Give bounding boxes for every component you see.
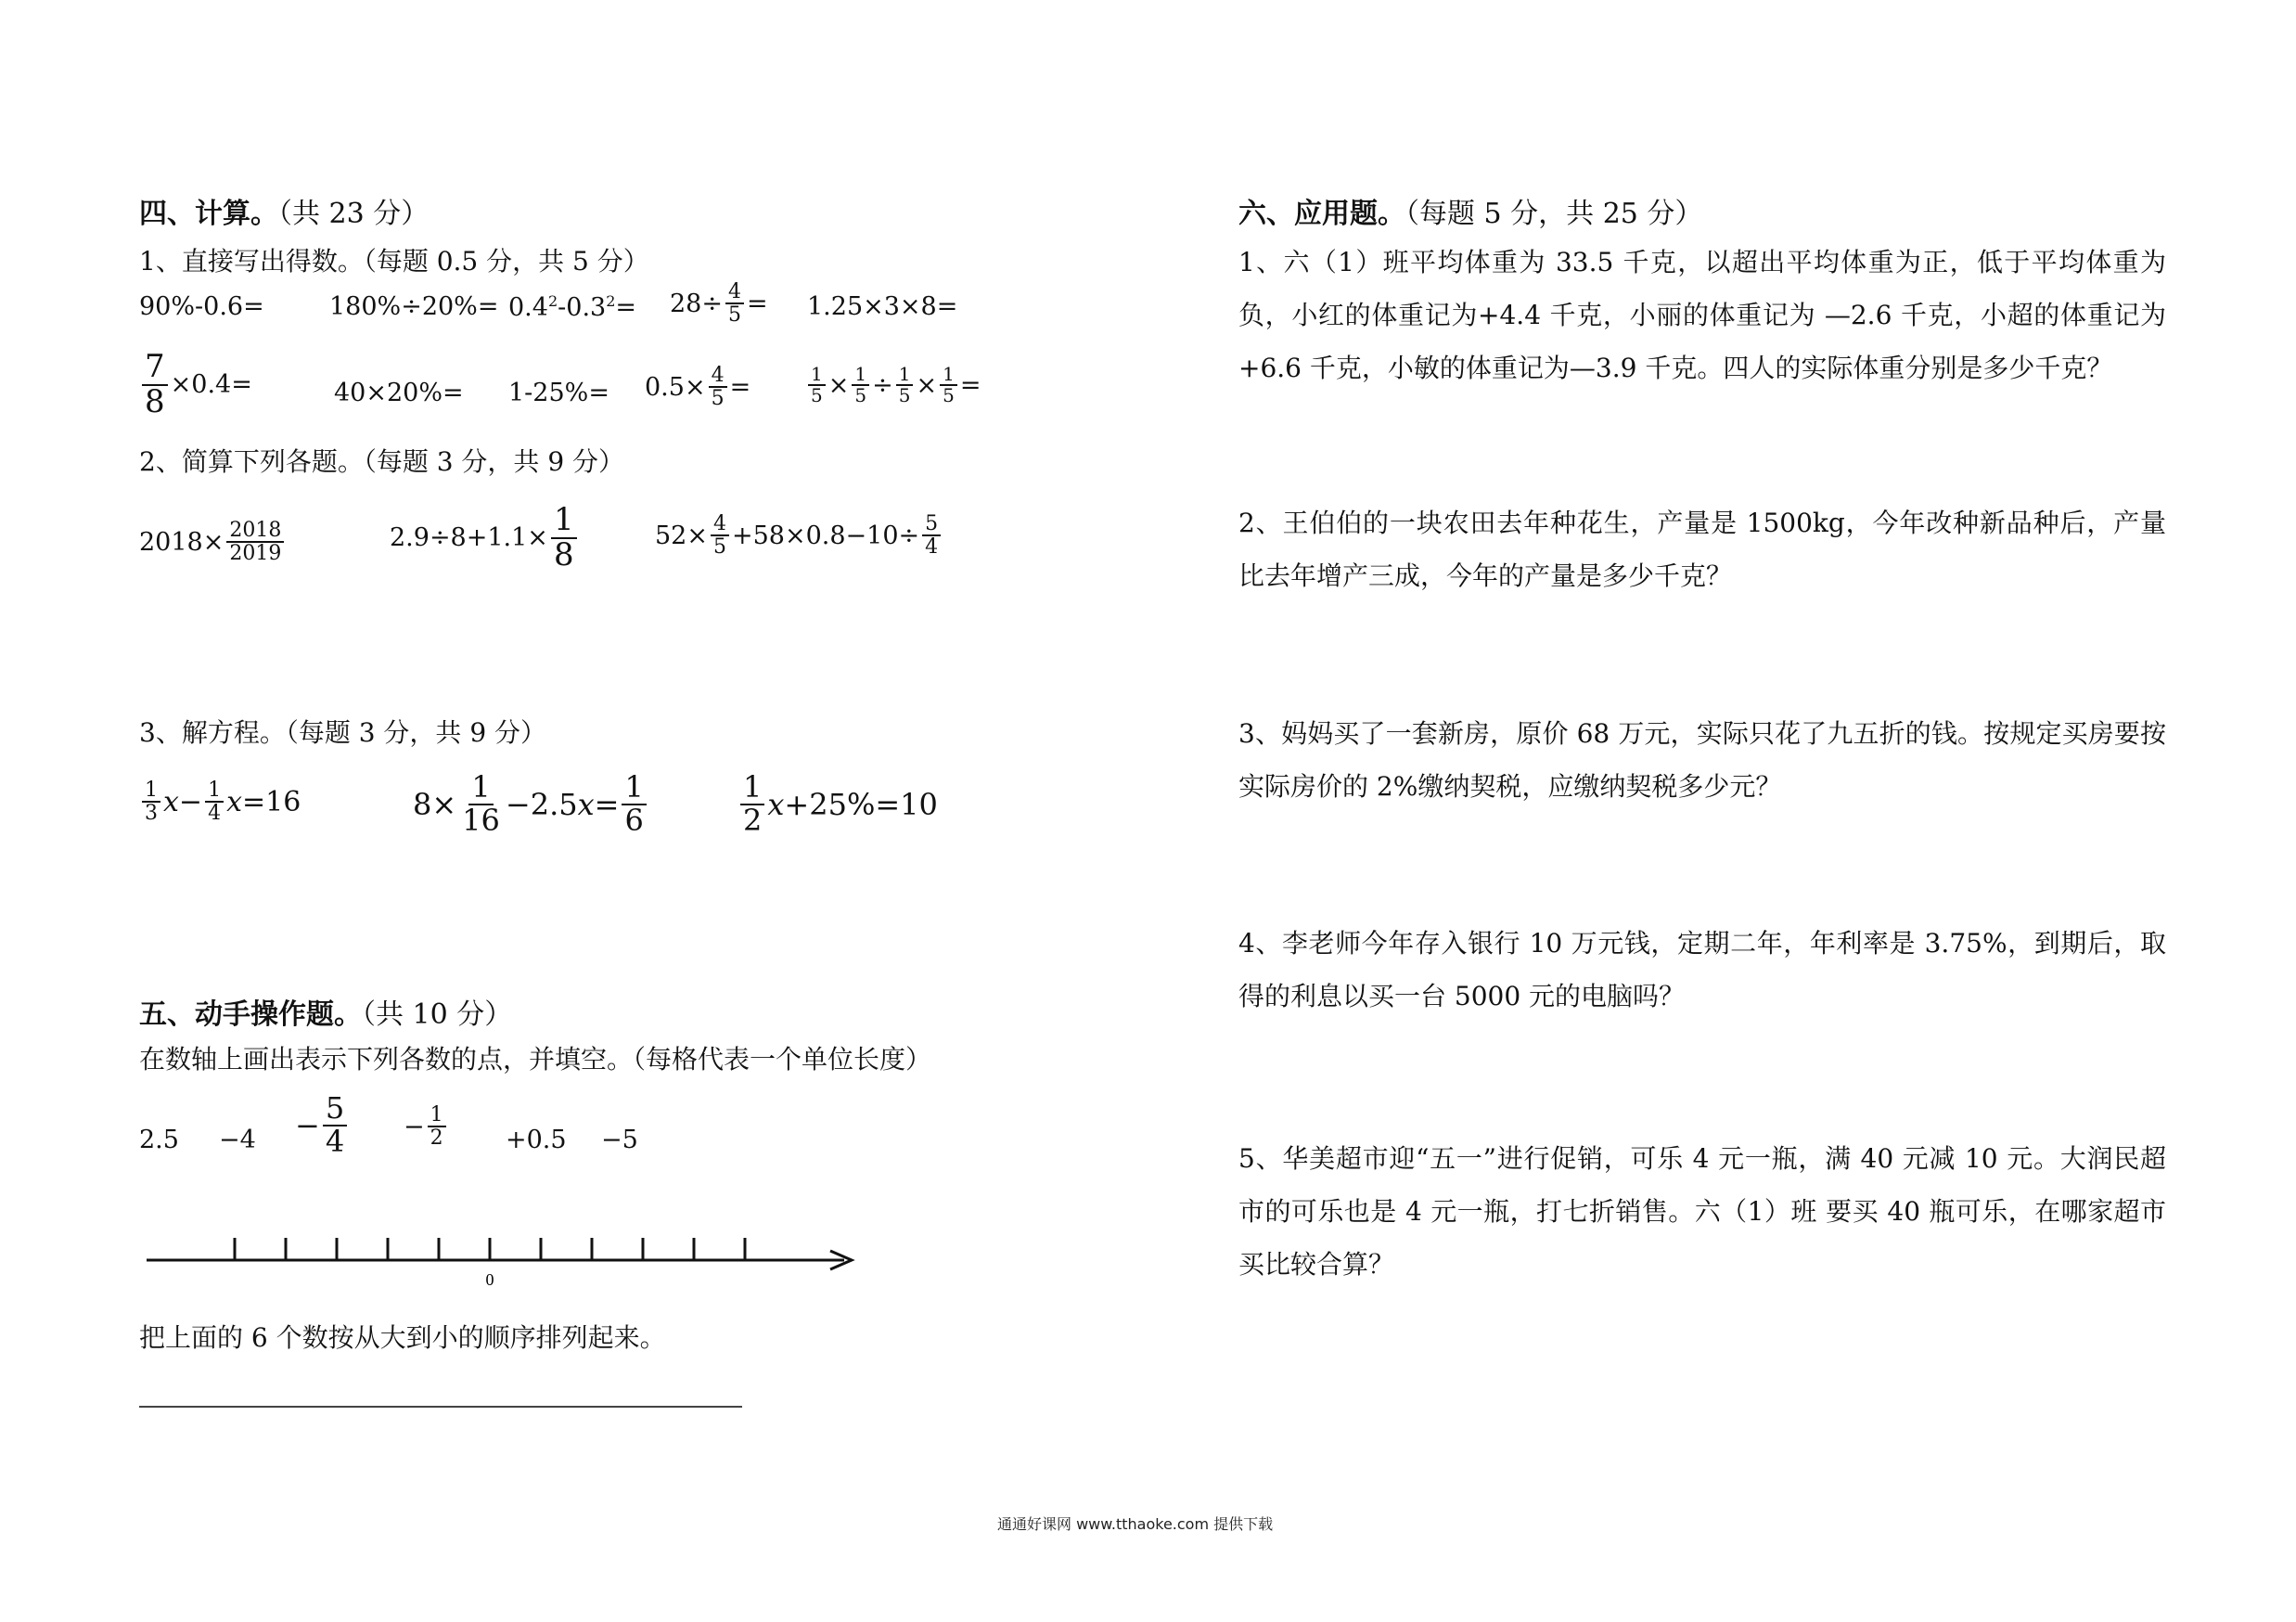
q3-title: 3、解方程。（每题 3 分，共 9 分） [139, 717, 547, 748]
q1-r2-a-post: ×0.4= [170, 370, 252, 400]
q1-r1-c-pre: 0.4 [508, 293, 548, 322]
q1-r1-b: 180%÷20%= [329, 292, 499, 321]
denominator: 5 [711, 387, 725, 411]
denominator: 5 [898, 384, 911, 406]
section5-title: 五、动手操作题。 [139, 998, 362, 1031]
denominator: 5 [811, 384, 823, 406]
numerator: 2018 [226, 520, 284, 543]
number-neg-1-2 [404, 1104, 449, 1149]
q2-e3-mid: +58×0.8−10÷ [731, 521, 920, 550]
problem-2: 2、王伯伯的一块农田去年种花生，产量是 1500kg，今年改种新品种后，产量比去年增产三成，今年的产量是多少千克？ [1238, 508, 2166, 591]
numerator: 4 [725, 281, 744, 304]
q2-expr1 [139, 520, 287, 564]
q3-e3-fraction [740, 769, 764, 838]
section5-instruction: 在数轴上画出表示下列各数的点，并填空。（每格代表一个单位长度） [139, 1044, 932, 1075]
problem-5: 5、华美超市迎“五一”进行促销，可乐 4 元一瓶，满 40 元减 10 元。大润民超市的可乐也是 4 元一瓶，打七折销售。六（1）班 要买 40 瓶可乐，在哪家超市买比较合算？ [1238, 1143, 2166, 1280]
fraction-1-2 [428, 1104, 446, 1149]
number-neg-4: −4 [219, 1126, 256, 1154]
numerator: 1 [142, 779, 160, 803]
denominator: 2 [743, 802, 763, 838]
q3-e1-x2: x [226, 785, 242, 818]
q2-e3-fraction2 [922, 513, 941, 558]
q3-equation3 [738, 769, 938, 838]
number-pos-0-5: +0.5 [506, 1126, 567, 1154]
q1-r1-a: 90%-0.6= [139, 292, 264, 321]
q2-expr2 [390, 501, 580, 573]
q3-e2-pre: 8× [413, 786, 457, 822]
denominator: 4 [208, 802, 222, 826]
numerator: 5 [922, 513, 941, 536]
q1-r2-d-pre: 0.5× [645, 372, 706, 402]
q1-r2-b: 40×20%= [334, 379, 464, 407]
q1-r2-c: 1-25%= [508, 379, 609, 407]
q3-e1-fraction2 [205, 779, 224, 824]
q1-r1-d [670, 281, 768, 326]
numerator: 4 [711, 513, 729, 536]
q3-equation2 [413, 769, 649, 838]
denominator: 4 [325, 1123, 345, 1159]
q2-e3-pre: 52× [655, 521, 708, 550]
numerator: 1 [896, 365, 914, 386]
q2-e2-fraction [551, 501, 577, 573]
footer: 通通好课网 www.tthaoke.com 提供下载 [997, 1515, 1274, 1533]
q3-e2-mid: −2.5 [505, 786, 578, 822]
fraction-5-4 [323, 1090, 347, 1159]
q3-e1-post: =16 [241, 785, 301, 818]
q3-e2-fraction2 [622, 769, 646, 838]
numerator: 5 [323, 1093, 347, 1126]
axis-zero-label: 0 [485, 1270, 494, 1289]
section6-title: 六、应用题。 [1238, 198, 1405, 230]
numerator: 4 [709, 365, 727, 388]
section6-points: （每题 5 分，共 25 分） [1405, 198, 1703, 230]
q1-r2-d-fraction [709, 365, 727, 409]
q3-e2-eq: = [594, 786, 620, 822]
number-2-5: 2.5 [139, 1126, 179, 1154]
number-neg-5: −5 [601, 1126, 638, 1154]
q3-e2-x: x [577, 786, 595, 822]
q1-r2-e [805, 365, 981, 406]
denominator: 4 [925, 535, 939, 560]
q2-e3-fraction1 [711, 513, 729, 558]
section5-heading [139, 991, 512, 1032]
numerator: 1 [740, 772, 764, 805]
numerator: 1 [808, 365, 826, 386]
denominator: 2 [430, 1126, 443, 1151]
denominator: 5 [943, 384, 955, 406]
numerator: 1 [205, 779, 224, 803]
q1-r2-d [645, 365, 750, 409]
numerator: 1 [852, 365, 869, 386]
q1-r2-e-post: = [959, 370, 981, 400]
section5-points: （共 10 分） [362, 998, 513, 1031]
q1-r1-c-mid: -0.3 [558, 293, 607, 322]
section4-title: 四、计算。 [139, 198, 278, 230]
denominator: 2019 [229, 542, 282, 566]
q1-r2-e-fraction1 [808, 365, 826, 406]
problem-1: 1、六（1）班平均体重为 33.5 千克，以超出平均体重为正，低于平均体重为负，小红的体重记为+4.4 千克，小丽的体重记为 —2.6 千克，小超的体重记为+6.6 千克，小敏的体重记为—3.9 千克。四人的实际体重分别是多少千克？ [1238, 247, 2166, 383]
q2-e2-pre: 2.9÷8+1.1× [390, 523, 548, 553]
problem-3: 3、妈妈买了一套新房，原价 68 万元，实际只花了九五折的钱。按规定买房要按实际房价的 2%缴纳契税，应缴纳契税多少元？ [1238, 718, 2166, 802]
denominator: 5 [854, 384, 867, 406]
answer-line[interactable] [139, 1406, 742, 1408]
q3-equation1 [139, 779, 301, 824]
section4-points: （共 23 分） [278, 198, 430, 230]
q1-r1-c [508, 292, 636, 322]
q1-r1-e: 1.25×3×8= [807, 292, 958, 321]
neg-sign: − [404, 1112, 425, 1141]
q3-e3-x: x [767, 786, 785, 822]
problem-4: 4、李老师今年存入银行 10 万元钱，定期二年，年利率是 3.75%，到期后，取得的利息以买一台 5000 元的电脑吗？ [1238, 928, 2166, 1011]
numerator: 1 [940, 365, 957, 386]
q1-r2-e-fraction3 [896, 365, 914, 406]
q2-e1-pre: 2018× [139, 527, 224, 557]
q1-r2-e-fraction4 [940, 365, 957, 406]
q1-r1-d-pre: 28÷ [670, 289, 723, 318]
number-line[interactable] [139, 1225, 863, 1290]
q1-r1-c-exp1: 2 [547, 292, 558, 310]
q1-title: 1、直接写出得数。（每题 0.5 分，共 5 分） [139, 246, 649, 277]
denominator: 6 [624, 802, 644, 838]
numerator: 1 [622, 772, 646, 805]
denominator: 3 [145, 802, 158, 826]
q3-e2-fraction1 [459, 769, 503, 838]
q3-e3-post: +25%=10 [784, 786, 938, 822]
q1-r1-d-post: = [746, 289, 768, 318]
q2-e1-fraction [226, 520, 284, 564]
q1-r2-d-post: = [729, 372, 751, 402]
q1-r2-e-fraction2 [852, 365, 869, 406]
q1-r1-c-exp2: 2 [606, 292, 616, 310]
numerator: 1 [428, 1104, 446, 1127]
neg-sign: − [295, 1107, 320, 1143]
q2-title: 2、简算下列各题。（每题 3 分，共 9 分） [139, 446, 625, 477]
q1-r1-c-post: = [615, 293, 637, 322]
q1-r1-d-fraction [725, 281, 744, 326]
denominator: 5 [727, 303, 741, 328]
q1-r2-a-fraction [142, 348, 168, 420]
order-prompt: 把上面的 6 个数按从大到小的顺序排列起来。 [139, 1322, 666, 1353]
numerator: 1 [551, 504, 577, 539]
section4-heading [139, 190, 429, 231]
q1-r2-e-op3: × [916, 370, 938, 400]
denominator: 16 [462, 802, 500, 838]
q1-r2-a [139, 348, 252, 420]
q1-r2-e-op1: × [827, 370, 850, 400]
section6-heading [1238, 190, 1702, 231]
denominator: 8 [553, 535, 574, 573]
q2-expr3 [655, 513, 943, 558]
number-neg-5-4 [295, 1090, 350, 1159]
numerator: 7 [142, 351, 168, 386]
q3-e1-x1: x [163, 785, 179, 818]
axis-ticks [235, 1238, 745, 1260]
q1-r2-e-op2: ÷ [872, 370, 893, 400]
q3-e1-op: − [178, 785, 203, 818]
q3-e1-fraction1 [142, 779, 160, 824]
denominator: 5 [712, 535, 726, 560]
numerator: 1 [468, 772, 493, 805]
denominator: 8 [145, 382, 165, 420]
